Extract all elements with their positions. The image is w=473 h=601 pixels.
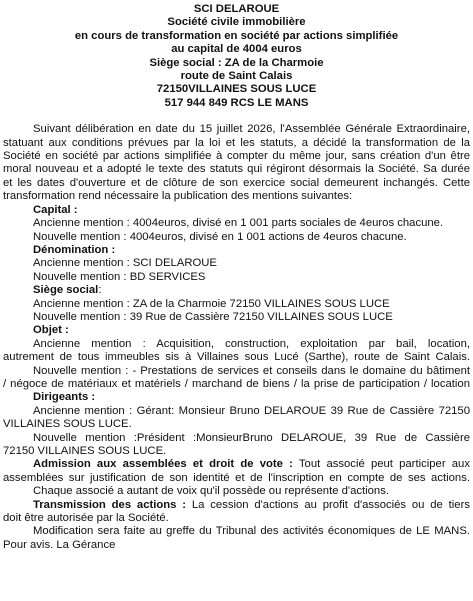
dirigeants-section xyxy=(3,391,470,458)
dirigeants-new-line: 72150 VILLAINES SOUS LUCE. xyxy=(3,445,167,457)
transmission-section xyxy=(3,499,470,526)
objet-new-line: / négoce de matériaux et matériels / marchand de biens / la prise de participation / location xyxy=(3,377,470,390)
transmission-line: doit être autorisée par la Société. xyxy=(3,512,169,525)
intro-line: et les dates d'ouverture et de clôture de son exercice social demeurent inchangés. Cette xyxy=(3,176,470,189)
capital-old: Ancienne mention : 4004euros, divisé en 1 001 parts sociales de 4euros chacune. xyxy=(33,217,444,230)
transmission-text: La cession d'actions au profit d'associés ou de tiers xyxy=(186,498,470,511)
siege-new: Nouvelle mention : 39 Rue de Cassière 72150 VILLAINES SOUS LUCE xyxy=(33,310,393,323)
denomination-new: Nouvelle mention : BD SERVICES xyxy=(33,270,206,283)
objet-old-line: Ancienne mention : Acquisition, construction, exploitation par bail, location, xyxy=(33,337,470,350)
siege-colon: : xyxy=(98,284,102,297)
modification-section xyxy=(3,525,470,552)
transmission-heading: Transmission des actions : xyxy=(33,498,187,511)
capital-heading: Capital : xyxy=(33,203,78,216)
dirigeants-old-line: Ancienne mention : Gérant: Monsieur Bruno DELAROUE 39 Rue de Cassière 72150 xyxy=(33,404,470,417)
admission-line xyxy=(3,458,470,471)
intro-line: Société en société par actions simplifiée à compter du même jour, sans création d'un être xyxy=(3,150,470,163)
dirigeants-new-line: Nouvelle mention :Président :MonsieurBruno DELAROUE, 39 Rue de Cassière xyxy=(33,431,470,444)
modification-line: Modification sera faite au greffe du Tribunal des activités économiques de LE MANS. xyxy=(33,525,470,538)
objet-old-line: autrement de tous immeubles sis à Villaines sous Lucé (Sarthe), route de Saint Calais. xyxy=(3,351,470,364)
notice-header xyxy=(3,3,470,110)
intro-line: moral nouveau et a adopté le texte des statuts qui régiront désormais la Société. Sa durée xyxy=(3,163,470,176)
dirigeants-heading: Dirigeants : xyxy=(33,391,96,404)
objet-section xyxy=(3,324,470,391)
siege-old: Ancienne mention : ZA de la Charmoie 72150 VILLAINES SOUS LUCE xyxy=(33,297,390,310)
dirigeants-old-line: VILLAINES SOUS LUCE. xyxy=(3,418,132,431)
admission-section xyxy=(3,458,470,498)
denomination-old: Ancienne mention : SCI DELAROUE xyxy=(33,257,217,270)
intro-line: Suivant délibération en date du 15 juillet 2026, l'Assemblée Générale Extraordinaire, xyxy=(33,123,470,136)
admission-heading: Admission aux assemblées et droit de vote : xyxy=(33,458,293,471)
denomination-section xyxy=(3,244,470,284)
intro-line: transformation rend nécessaire la publication des mentions suivantes: xyxy=(3,190,353,203)
capital-new: Nouvelle mention : 4004euros, divisé en 1 001 actions de 4euros chacune. xyxy=(33,230,407,243)
admission-line: assemblées sur justification de son identité et de l'inscription en compte de ses actions. xyxy=(3,471,470,484)
rcs-number: 517 944 849 RCS LE MANS xyxy=(164,96,309,109)
signature-line: Pour avis. La Gérance xyxy=(3,538,116,551)
siege-section xyxy=(3,284,470,324)
share-capital: au capital de 4004 euros xyxy=(171,43,302,56)
registered-office-road: route de Saint Calais xyxy=(180,70,293,83)
objet-new-line: Nouvelle mention : - Prestations de services et conseils dans le domaine du bâtiment xyxy=(33,364,470,377)
siege-heading-line xyxy=(3,284,470,297)
intro-line: statuant aux conditions prévues par la loi et les statuts, a décidé la transformation de la xyxy=(3,136,470,149)
admission-text: Tout associé peut participer aux xyxy=(292,458,470,471)
denomination-heading: Dénomination : xyxy=(33,243,116,256)
registered-office-city: 72150VILLAINES SOUS LUCE xyxy=(156,83,317,96)
capital-section xyxy=(3,204,470,244)
registered-office: Siège social : ZA de la Charmoie xyxy=(149,56,324,69)
company-form: Société civile immobilière xyxy=(167,16,306,29)
admission-line: Chaque associé a autant de voix qu'il possède ou représente d'actions. xyxy=(33,485,390,498)
intro-paragraph xyxy=(3,123,470,203)
siege-heading: Siège social xyxy=(33,284,99,297)
company-name: SCI DELAROUE xyxy=(193,3,280,15)
transformation-status: en cours de transformation en société par actions simplifiée xyxy=(74,29,399,42)
transmission-line xyxy=(3,499,470,512)
objet-heading: Objet : xyxy=(33,324,69,337)
